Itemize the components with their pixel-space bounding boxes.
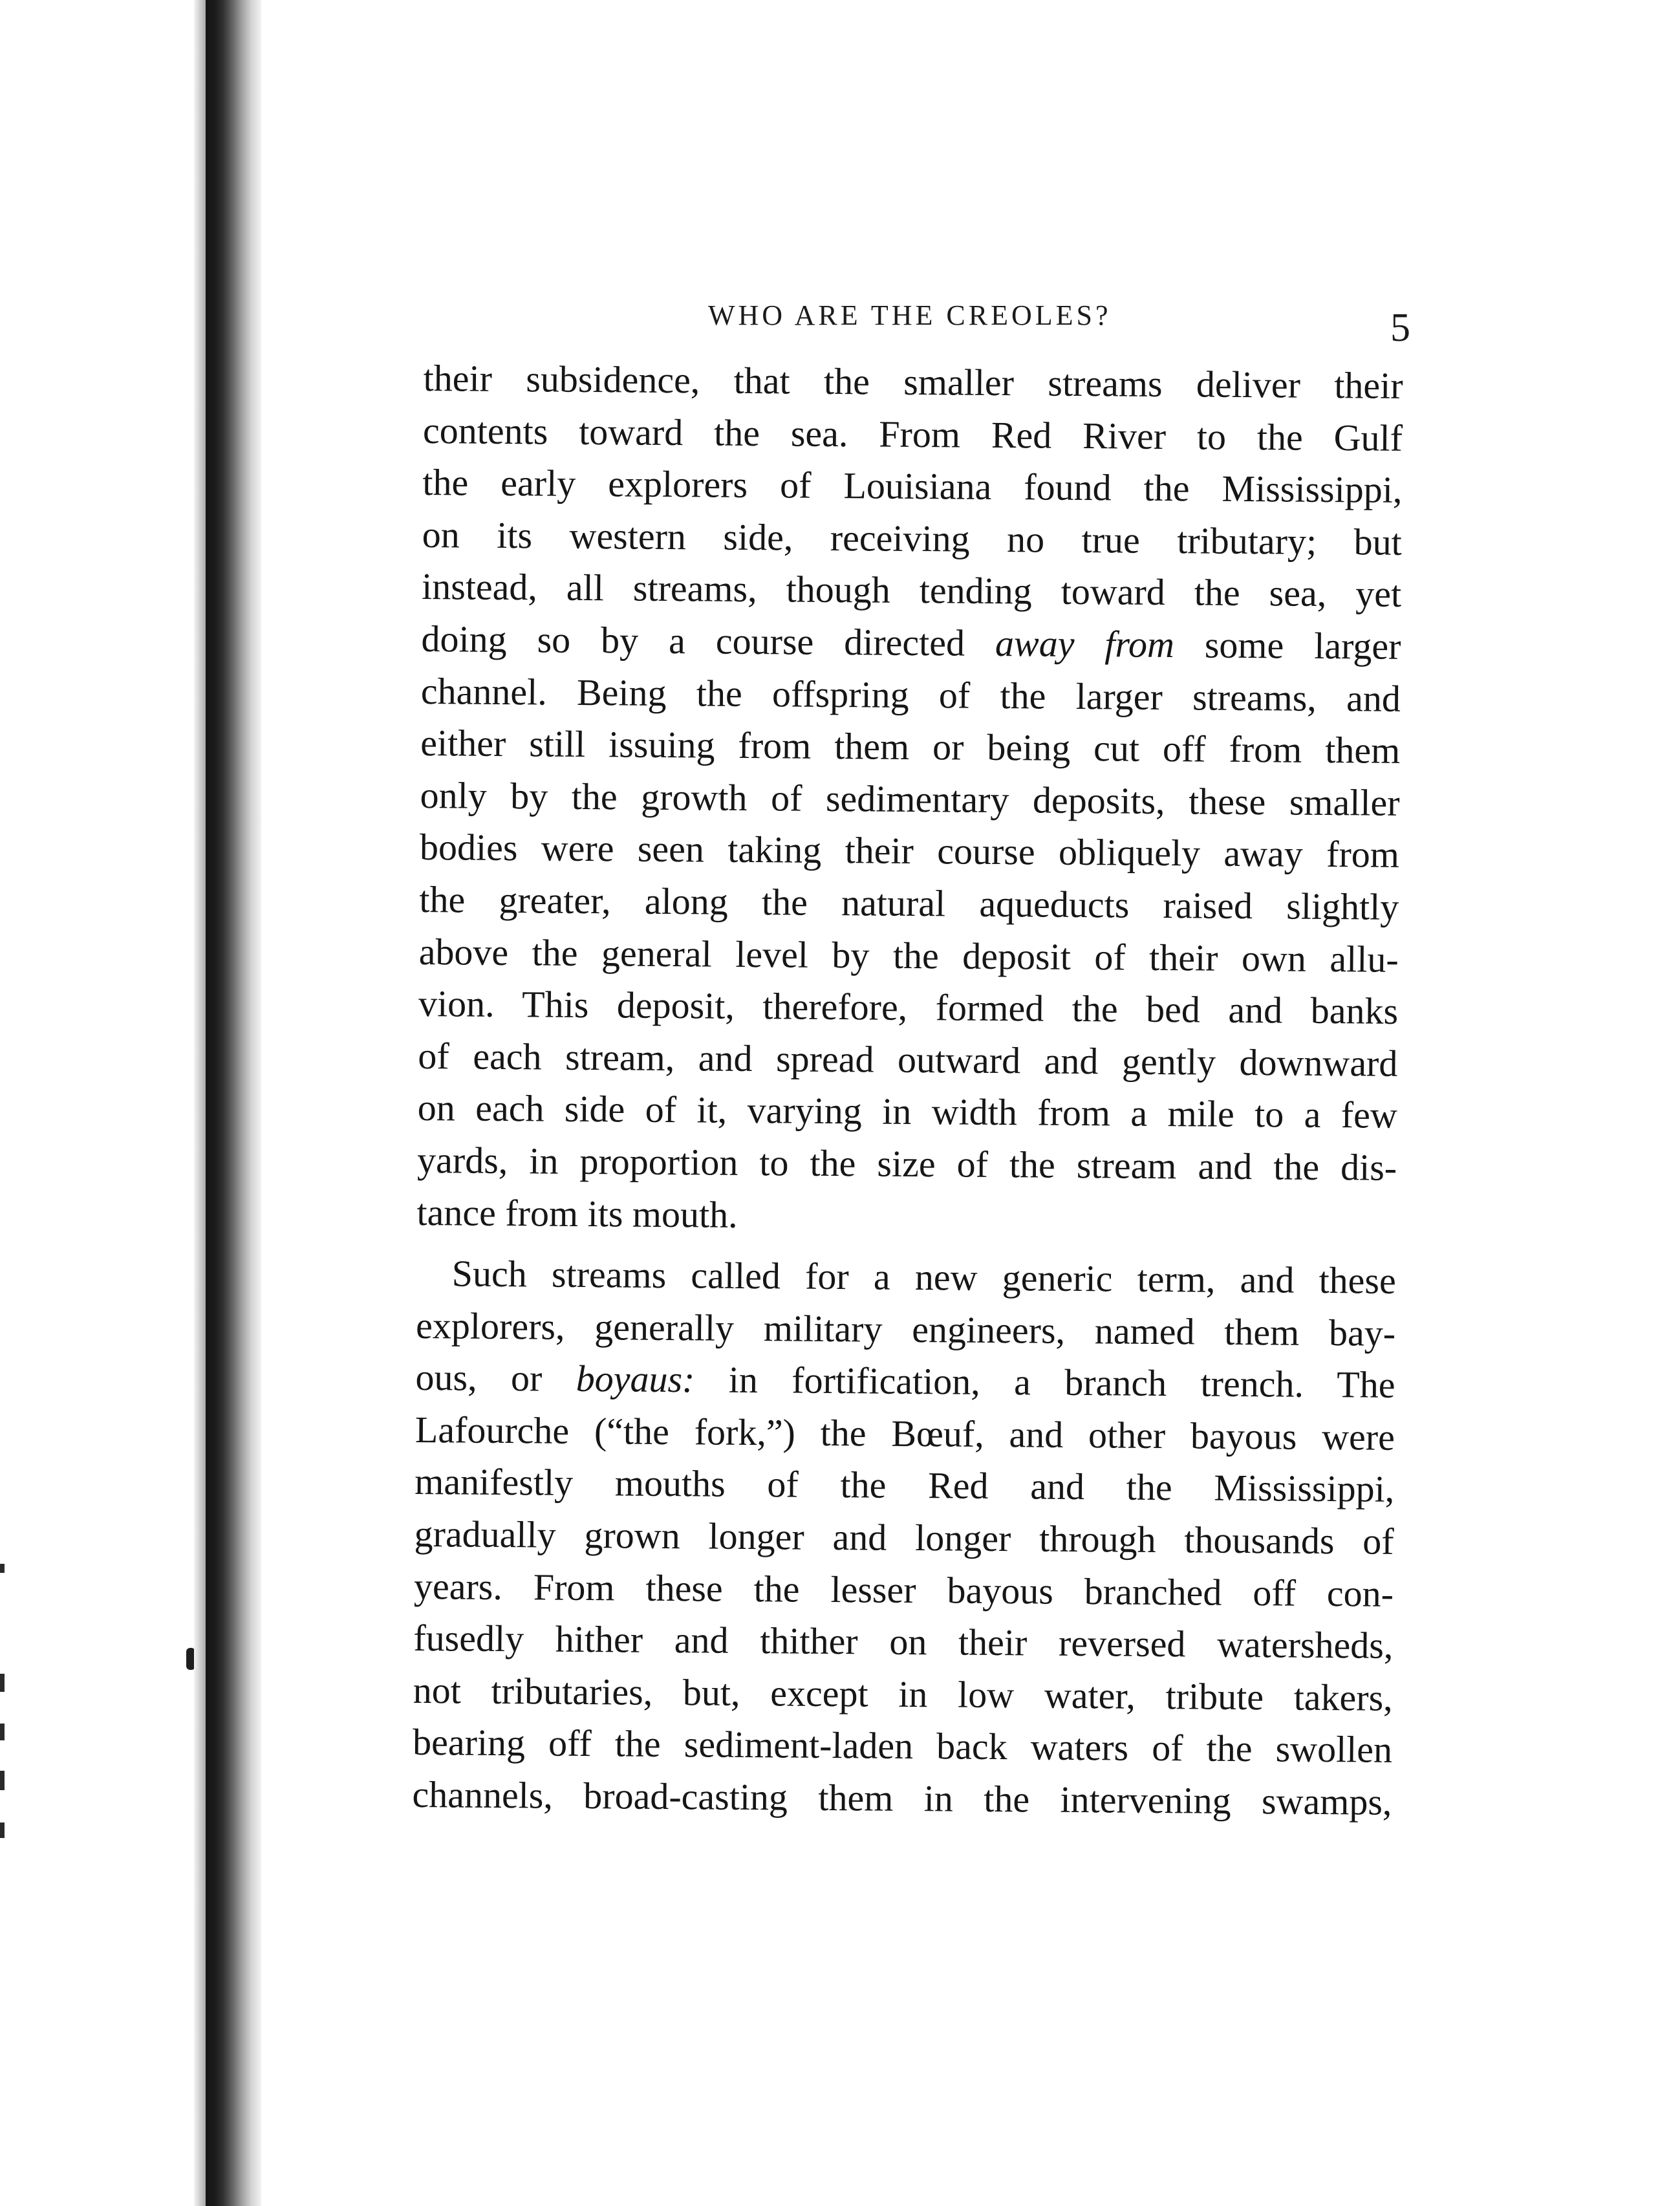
text-line: the early explorers of Louisiana found the Mississippi, [422,461,1403,512]
text-line: channel. Being the offspring of the larger streams, and [420,669,1401,720]
facing-page-mark [0,1724,5,1740]
text-line: the greater, along the natural aqueducts raised slightly [419,878,1399,928]
text-line: their subsidence, that the smaller streams deliver their [423,356,1403,407]
text-line: on its western side, receiving no true tributary; but [422,513,1402,563]
facing-page-mark [0,1771,5,1790]
body-text [412,352,1403,1828]
running-head: WHO ARE THE CREOLES? [708,299,1112,331]
paragraph-2 [412,1248,1396,1828]
text-line: bearing off the sediment-laden back waters of the swollen [412,1721,1393,1771]
text-line [421,613,1401,673]
text-line: of each stream, and spread outward and gently downward [418,1034,1398,1085]
text-line: only by the growth of sedimentary deposits, these smaller [420,773,1400,824]
text-line: yards, in proportion to the size of the stream and the dis- [416,1138,1397,1189]
text-line: explorers, generally military engineers, named them bay- [415,1304,1396,1354]
text-line: Such streams called for a new generic term, and these [451,1252,1397,1302]
binding-gutter-shadow [206,0,261,2206]
page-number: 5 [1390,306,1410,350]
italic-phrase: away from [995,622,1175,666]
text-line: on each side of it, varying in width from a mile to a few [417,1087,1398,1137]
text-line: not tributaries, but, except in low water, tribute takers, [413,1669,1393,1719]
text-segment: doing so by a course directed [421,617,996,664]
text-line: gradually grown longer and longer through thousands of [414,1513,1394,1563]
text-segment: some larger [1174,623,1401,667]
text-line: instead, all streams, though tending toward the sea, yet [421,565,1402,616]
text-line: above the general level by the deposit of their own allu- [418,930,1399,980]
text-line: Lafourche (“the fork,”) the Bœuf, and other bayous were [415,1408,1395,1458]
text-line: fusedly hither and thither on their reversed watersheds, [413,1617,1394,1667]
text-segment: ous, or [415,1356,577,1400]
text-line: years. From these the lesser bayous branched off con- [413,1564,1394,1615]
paragraph-1 [416,352,1403,1246]
text-line: either still issuing from them or being cut off from them [420,722,1401,772]
text-line: bodies were seen taking their course obliquely away from [419,826,1400,876]
facing-page-edge [0,0,194,2206]
text-line: contents toward the sea. From Red River to the Gulf [422,409,1403,459]
facing-page-mark [0,1564,5,1573]
text-line: manifestly mouths of the Red and the Mississippi, [415,1460,1395,1511]
facing-page-mark [0,1822,5,1838]
text-line: channels, broad-casting them in the intervening swamps, [412,1773,1392,1823]
text-line: tance from its mouth. [416,1191,738,1236]
text-line [415,1352,1395,1411]
text-segment: in fortification, a branch trench. The [695,1358,1395,1407]
italic-phrase: boyaus: [576,1357,695,1401]
facing-page-mark [0,1674,5,1692]
text-line: vion. This deposit, therefore, formed the bed and banks [418,982,1399,1032]
